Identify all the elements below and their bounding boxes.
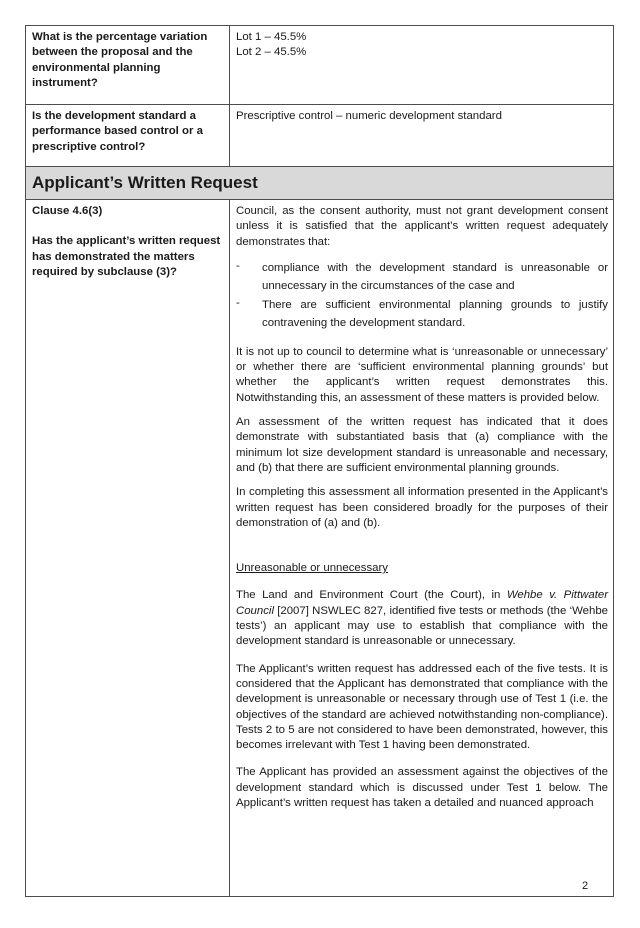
table-row — [26, 105, 614, 167]
assessment-cell — [230, 200, 614, 897]
answer-line: Lot 2 – 45.5% — [236, 46, 307, 59]
bullet-text: compliance with the development standard is unreasonable or unnecessary in the circumstances of the case and — [262, 261, 608, 293]
paragraph-text: The Land and Environment Court (the Court), in — [236, 589, 507, 602]
subheading: Unreasonable or unnecessary — [236, 562, 388, 575]
paragraph: The Applicant’s written request has addressed each of the five tests. It is considered that the Applicant has demonstrated that compliance with the development is unreasonable or necessary through use of Test 1 (i.e. the objectives of the standard are achieved notwithstanding non-compliance). Tests 2 to 5 are not considered to have been demonstrated, however, this becomes irrelevant with Test 1 having been demonstrated. — [236, 662, 608, 752]
intro-paragraph: Council, as the consent authority, must not grant development consent unless it is satisfied that the applicant’s written request adequately demonstrates that: — [236, 205, 608, 248]
question-cell — [26, 105, 230, 167]
page-number: 2 — [582, 880, 589, 892]
section-heading: Applicant’s Written Request — [26, 167, 614, 200]
answer-cell — [230, 26, 614, 105]
list-item — [236, 296, 608, 333]
paragraph: It is not up to council to determine what is ‘unreasonable or unnecessary’ or whether there are ‘sufficient environmental planning grounds’ but whether the applicant’s written request demonstrates this. Notwithstanding this, an assessment of these matters is provided below. — [236, 345, 608, 404]
table-row — [26, 26, 614, 105]
assessment-table — [25, 25, 614, 897]
list-item — [236, 259, 608, 296]
question-cell — [26, 26, 230, 105]
answer-text: Prescriptive control – numeric development standard — [236, 110, 502, 122]
paragraph: The Applicant has provided an assessment against the objectives of the development standard which is discussed under Test 1 below. The Applicant’s written request has taken a detailed and nuanced approach — [236, 766, 608, 810]
bullet-marker: - — [236, 259, 240, 272]
paragraph: In completing this assessment all information presented in the Applicant’s written request has been considered broadly for the purposes of their demonstration of (a) and (b). — [236, 486, 608, 529]
section-heading-row — [26, 167, 614, 200]
document-page — [25, 25, 609, 897]
paragraph-text: [2007] NSWLEC 827, identified five tests or methods (the ‘Wehbe tests’) an applicant may use to establish that compliance with the development standard is unreasonable or unnecessary. — [236, 604, 608, 648]
bullet-marker: - — [236, 296, 240, 309]
clause-cell — [26, 200, 230, 897]
paragraph: An assessment of the written request has indicated that it does demonstrate with substantiated basis that (a) compliance with the minimum lot size development standard is unreasonable and necessary, and (b) that there are sufficient environmental planning grounds. — [236, 416, 608, 474]
table-row — [26, 200, 614, 897]
question-text: Is the development standard a performance based control or a prescriptive control? — [32, 110, 203, 153]
answer-cell — [230, 105, 614, 167]
case-name: Wehbe v. Pittwater Council — [236, 589, 608, 617]
question-text: Has the applicant’s written request has demonstrated the matters required by subclause (3)? — [32, 235, 221, 278]
paragraph — [236, 588, 608, 649]
bullet-text: There are sufficient environmental planning grounds to justify contravening the development standard. — [262, 298, 608, 330]
clause-label: Clause 4.6(3) — [32, 205, 103, 217]
answer-line: Lot 1 – 45.5% — [236, 31, 307, 43]
question-text: What is the percentage variation between the proposal and the environmental planning instrument? — [32, 31, 208, 89]
